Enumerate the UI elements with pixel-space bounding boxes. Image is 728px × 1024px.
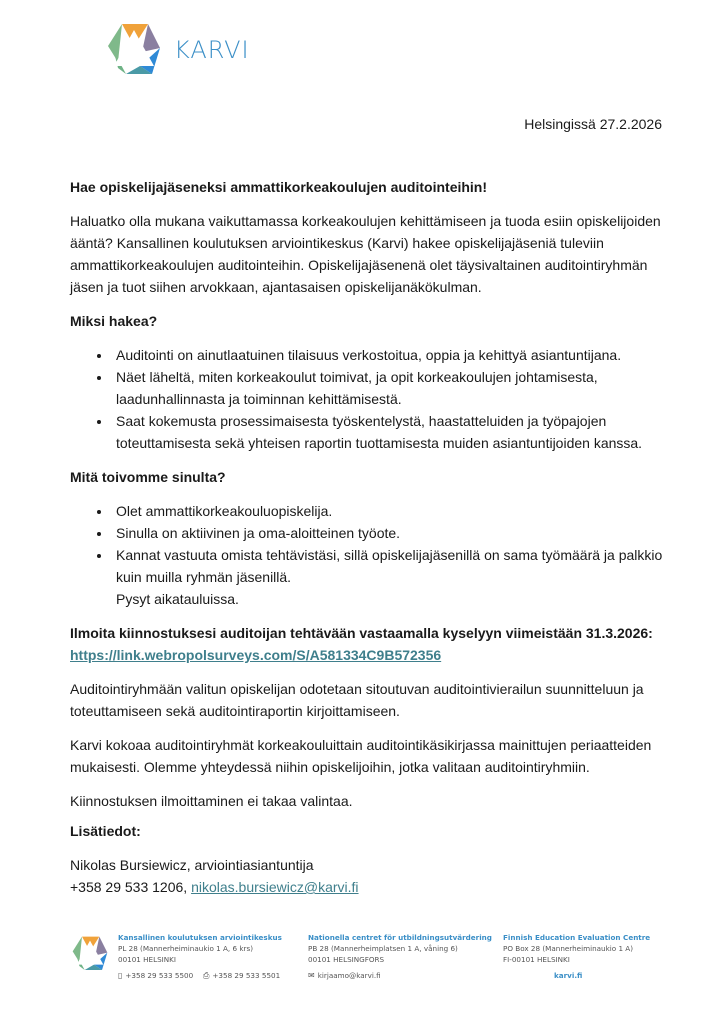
survey-link[interactable]: https://link.webropolsurveys.com/S/A581334C9B572356 — [70, 647, 442, 663]
why-heading: Miksi hakea? — [70, 313, 158, 329]
contact-line — [70, 876, 670, 898]
footer-email: ✉ kirjaamo@karvi.fi — [308, 971, 381, 980]
fax-icon: ⎙ — [203, 971, 210, 980]
karvi-logo-icon — [104, 22, 164, 78]
footer-postal: 00101 HELSINGFORS — [308, 955, 385, 964]
intro-paragraph: Haluatko olla mukana vaikuttamassa korkeakoulujen kehittämiseen ja tuoda esiin opiskelijoiden ääntä? Kansallinen koulutuksen arviointikeskus (Karvi) hakee opiskelijajäseniä tuleviin ammattikorkeakoulujen auditointeihin. Opiskelijajäsenenä olet täysivaltainen auditointiryhmän jäsen ja tuot siihen arvokkaan, ajantasaisen opiskelijanäkökulman. — [70, 213, 661, 295]
contact-phone: +358 29 533 1206, — [70, 879, 192, 895]
footer-org-name: Finnish Education Evaluation Centre — [503, 933, 651, 942]
footer-address: PL 28 (Mannerheiminaukio 1 A, 6 krs) — [118, 944, 254, 953]
footer-address: PO Box 28 (Mannerheiminaukio 1 A) — [503, 944, 634, 953]
footer-fax: ⎙ +358 29 533 5501 — [203, 971, 281, 980]
contact-email-link[interactable]: nikolas.bursiewicz@karvi.fi — [191, 879, 359, 895]
commit-paragraph: Auditointiryhmään valitun opiskelijan odotetaan sitoutuvan auditointivierailun suunnitteluun ja toteuttamiseen sekä auditointiraportin kirjoittamiseen. — [70, 681, 644, 719]
contact-info — [70, 820, 670, 898]
teams-paragraph: Karvi kokoaa auditointiryhmät korkeakouluittain auditointikäsikirjassa mainittujen periaatteiden mukaisesti. Olemme yhteydessä niihin opiskelijoihin, jotka valitaan auditointiryhmiin. — [70, 737, 652, 775]
footer-website-link[interactable]: karvi.fi — [554, 971, 583, 980]
footer-column-en — [503, 932, 650, 965]
wish-list — [70, 500, 670, 610]
footer-address: PB 28 (Mannerheimplatsen 1 A, våning 6) — [308, 944, 458, 953]
note-paragraph: Kiinnostuksen ilmoittaminen ei takaa valintaa. — [70, 793, 353, 809]
list-item: • Sinulla on aktiivinen ja oma-aloitteinen työote. — [112, 522, 670, 544]
footer-column-sv — [308, 932, 492, 965]
phone-icon: ▯ — [118, 971, 123, 980]
list-item: • Näet läheltä, miten korkeakoulut toimivat, ja opit korkeakoulujen johtamisesta, laadunhallinnasta ja toiminnan kehittämisestä. — [112, 366, 670, 410]
list-item: • Kannat vastuuta omista tehtävistäsi, sillä opiskelijajäsenillä on sama työmäärä ja palkkio kuin muilla ryhmän jäsenillä. — [112, 544, 670, 588]
contact-heading: Lisätiedot: — [70, 823, 141, 839]
list-item: • Olet ammattikorkeakouluopiskelija. — [112, 500, 670, 522]
footer-postal: FI-00101 HELSINKI — [503, 955, 570, 964]
footer — [70, 928, 670, 988]
footer-postal: 00101 HELSINKI — [118, 955, 176, 964]
letter-date: Helsingissä 27.2.2026 — [524, 116, 662, 132]
footer-org-name: Nationella centret för utbildningsutvärdering — [308, 933, 492, 942]
footer-org-name: Kansallinen koulutuksen arviointikeskus — [118, 933, 282, 942]
letter-title: Hae opiskelijajäseneksi ammattikorkeakoulujen auditointeihin! — [70, 179, 488, 195]
list-item: • Saat kokemusta prosessimaisesta työskentelystä, haastatteluiden ja työpajojen toteuttamisesta sekä yhteisen raportin tuottamisesta muiden asiantuntijoiden kanssa. — [112, 410, 670, 454]
logo-text: KARVI — [174, 36, 250, 64]
cta-text: Ilmoita kiinnostuksesi auditoijan tehtävään vastaamalla kyselyyn viimeistään 31.3.2026: — [70, 625, 653, 641]
contact-name: Nikolas Bursiewicz, arviointiasiantuntija — [70, 857, 314, 873]
list-item-continuation: Pysyt aikatauluissa. — [116, 591, 239, 607]
list-item: • Auditointi on ainutlaatuinen tilaisuus verkostoitua, oppia ja kehittyä asiantuntijana. — [112, 344, 670, 366]
wish-heading: Mitä toivomme sinulta? — [70, 469, 226, 485]
footer-column-fi — [118, 932, 282, 965]
letter-body — [70, 176, 670, 824]
why-list — [70, 344, 670, 454]
karvi-footer-logo-icon — [70, 934, 110, 974]
footer-phone: ▯ +358 29 533 5500 — [118, 971, 194, 980]
karvi-logo — [104, 22, 264, 78]
mail-icon: ✉ — [308, 971, 315, 980]
